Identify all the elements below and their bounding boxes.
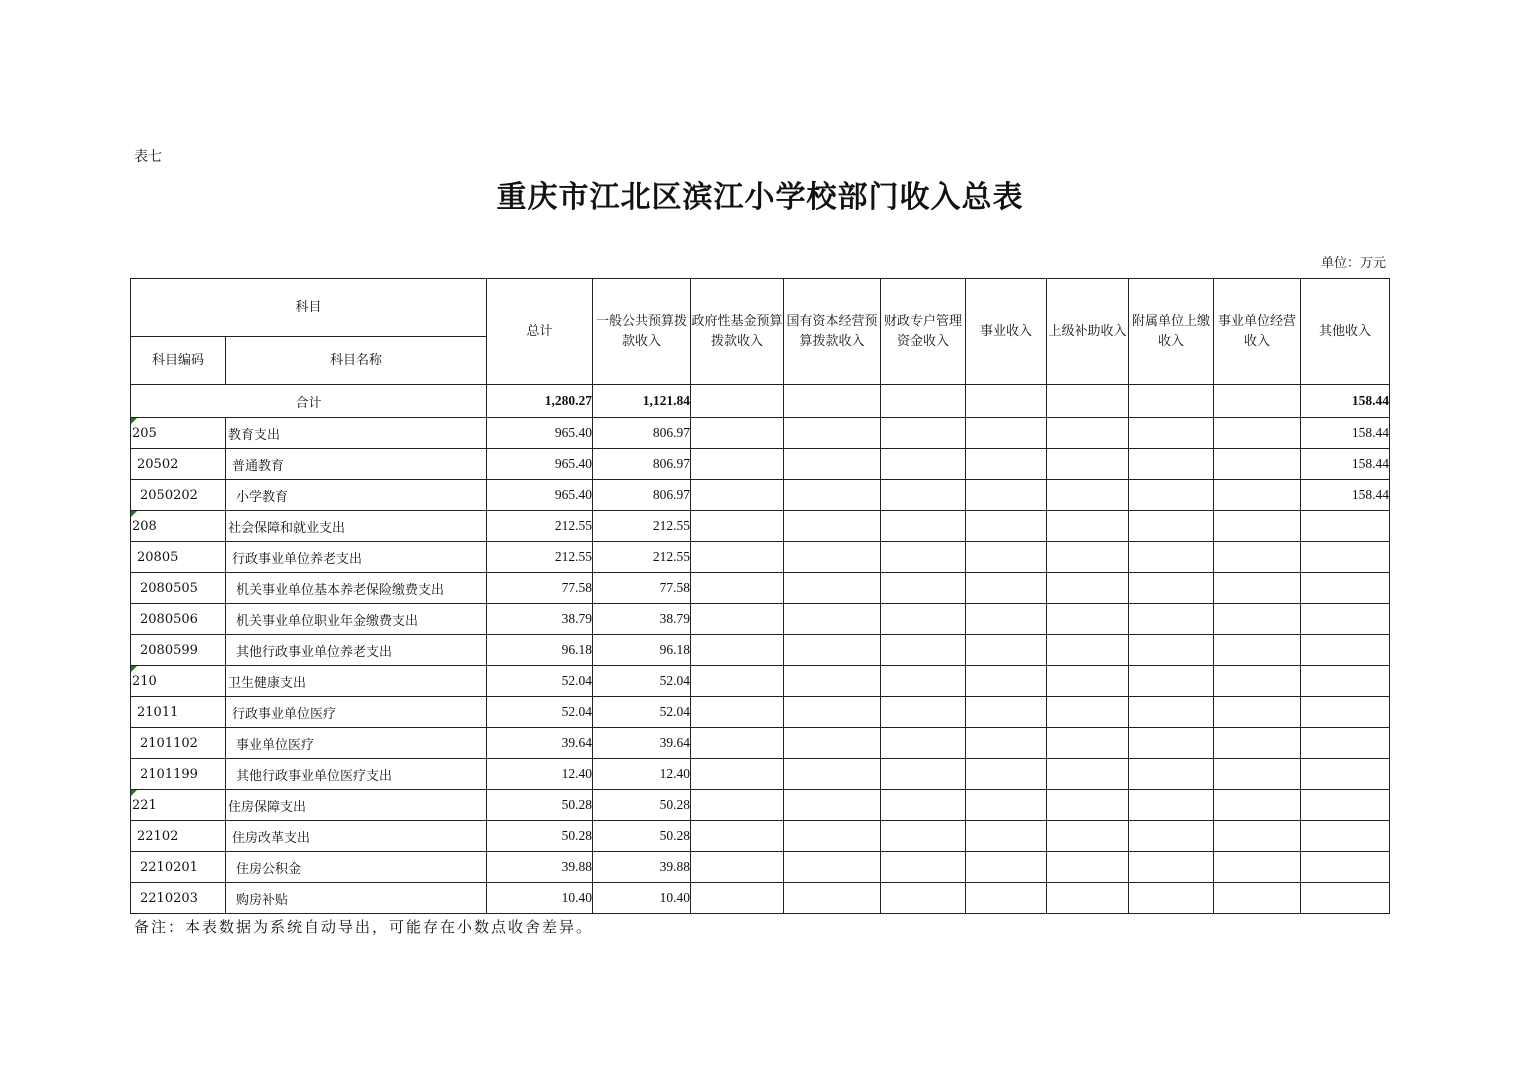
row-other: 158.44: [1301, 418, 1390, 449]
row-gov-fund: [691, 480, 784, 511]
row-affiliate: [1129, 604, 1214, 635]
row-name: 购房补贴: [226, 883, 487, 914]
row-state-capital: [784, 449, 881, 480]
row-total: 12.40: [487, 759, 593, 790]
row-fiscal-special: [881, 852, 966, 883]
row-general-budget: 212.55: [593, 542, 691, 573]
row-operating: [1214, 511, 1301, 542]
row-name: 住房公积金: [226, 852, 487, 883]
row-operating: [1214, 697, 1301, 728]
row-superior-subsidy: [1047, 666, 1129, 697]
row-operating: [1214, 480, 1301, 511]
row-gov-fund: [691, 604, 784, 635]
row-affiliate: [1129, 697, 1214, 728]
row-state-capital: [784, 883, 881, 914]
row-general-budget: 77.58: [593, 573, 691, 604]
row-other: [1301, 883, 1390, 914]
row-total: 39.64: [487, 728, 593, 759]
cell-marker-icon: [131, 511, 137, 517]
row-state-capital: [784, 666, 881, 697]
row-general-budget: 50.28: [593, 790, 691, 821]
row-gov-fund: [691, 418, 784, 449]
header-subject-code: 科目编码: [131, 337, 226, 385]
row-code: 22102: [131, 821, 226, 852]
table-row: [131, 511, 1390, 542]
row-affiliate: [1129, 449, 1214, 480]
row-other: [1301, 573, 1390, 604]
row-fiscal-special: [881, 418, 966, 449]
table-row: [131, 604, 1390, 635]
table-row: [131, 418, 1390, 449]
cell-marker-icon: [131, 790, 137, 796]
row-operating: [1214, 635, 1301, 666]
row-general-budget: 212.55: [593, 511, 691, 542]
row-business: [966, 418, 1047, 449]
row-name: 其他行政事业单位医疗支出: [226, 759, 487, 790]
row-total: 96.18: [487, 635, 593, 666]
row-other: [1301, 511, 1390, 542]
row-total: 50.28: [487, 821, 593, 852]
row-fiscal-special: [881, 635, 966, 666]
row-operating: [1214, 418, 1301, 449]
row-name: 教育支出: [226, 418, 487, 449]
row-code: 2050202: [131, 480, 226, 511]
row-gov-fund: [691, 759, 784, 790]
table-row: [131, 573, 1390, 604]
row-general-budget: 806.97: [593, 418, 691, 449]
row-total: 212.55: [487, 542, 593, 573]
row-other: [1301, 697, 1390, 728]
row-total: 77.58: [487, 573, 593, 604]
row-business: [966, 790, 1047, 821]
row-code: 2101199: [131, 759, 226, 790]
row-total: 52.04: [487, 666, 593, 697]
row-fiscal-special: [881, 697, 966, 728]
row-code: 2101102: [131, 728, 226, 759]
row-general-budget: 96.18: [593, 635, 691, 666]
table-row: [131, 821, 1390, 852]
row-gov-fund: [691, 542, 784, 573]
table-row: [131, 542, 1390, 573]
header-affiliate: 附属单位上缴收入: [1129, 279, 1214, 385]
row-state-capital: [784, 573, 881, 604]
row-fiscal-special: [881, 573, 966, 604]
table-row: [131, 449, 1390, 480]
row-affiliate: [1129, 635, 1214, 666]
row-total: 52.04: [487, 697, 593, 728]
total-gov-fund: [691, 385, 784, 418]
row-operating: [1214, 759, 1301, 790]
row-affiliate: [1129, 573, 1214, 604]
row-operating: [1214, 790, 1301, 821]
row-other: [1301, 790, 1390, 821]
total-operating: [1214, 385, 1301, 418]
row-general-budget: 12.40: [593, 759, 691, 790]
row-gov-fund: [691, 573, 784, 604]
row-gov-fund: [691, 697, 784, 728]
header-gov-fund: 政府性基金预算拨款收入: [691, 279, 784, 385]
row-name: 住房保障支出: [226, 790, 487, 821]
row-name: 卫生健康支出: [226, 666, 487, 697]
row-operating: [1214, 542, 1301, 573]
row-superior-subsidy: [1047, 697, 1129, 728]
row-state-capital: [784, 759, 881, 790]
unit-label: 单位：万元: [1320, 256, 1386, 271]
row-name: 事业单位医疗: [226, 728, 487, 759]
row-affiliate: [1129, 418, 1214, 449]
row-code: [131, 511, 226, 542]
row-business: [966, 666, 1047, 697]
row-total: 965.40: [487, 418, 593, 449]
header-state-capital: 国有资本经营预算拨款收入: [784, 279, 881, 385]
row-operating: [1214, 666, 1301, 697]
row-gov-fund: [691, 666, 784, 697]
row-fiscal-special: [881, 449, 966, 480]
row-fiscal-special: [881, 666, 966, 697]
row-superior-subsidy: [1047, 852, 1129, 883]
total-business: [966, 385, 1047, 418]
row-fiscal-special: [881, 790, 966, 821]
row-affiliate: [1129, 883, 1214, 914]
row-name: 住房改革支出: [226, 821, 487, 852]
row-total: 38.79: [487, 604, 593, 635]
row-name: 普通教育: [226, 449, 487, 480]
row-operating: [1214, 728, 1301, 759]
header-superior-subsidy: 上级补助收入: [1047, 279, 1129, 385]
row-business: [966, 728, 1047, 759]
table-label: 表七: [134, 149, 162, 165]
row-other: [1301, 542, 1390, 573]
row-code-text: 221: [132, 797, 157, 813]
table-row: [131, 852, 1390, 883]
row-other: [1301, 821, 1390, 852]
table-row: [131, 728, 1390, 759]
row-business: [966, 542, 1047, 573]
table-row: [131, 697, 1390, 728]
table-row: [131, 790, 1390, 821]
row-affiliate: [1129, 728, 1214, 759]
row-name: 机关事业单位基本养老保险缴费支出: [226, 573, 487, 604]
row-code: 20805: [131, 542, 226, 573]
row-gov-fund: [691, 852, 784, 883]
row-superior-subsidy: [1047, 418, 1129, 449]
row-affiliate: [1129, 511, 1214, 542]
row-operating: [1214, 821, 1301, 852]
row-other: [1301, 666, 1390, 697]
row-code: [131, 666, 226, 697]
header-business: 事业收入: [966, 279, 1047, 385]
row-fiscal-special: [881, 728, 966, 759]
page-title: 重庆市江北区滨江小学校部门收入总表: [496, 180, 1024, 215]
total-other: 158.44: [1301, 385, 1390, 418]
row-other: [1301, 759, 1390, 790]
row-superior-subsidy: [1047, 821, 1129, 852]
row-name: 其他行政事业单位养老支出: [226, 635, 487, 666]
row-superior-subsidy: [1047, 573, 1129, 604]
row-general-budget: 52.04: [593, 697, 691, 728]
row-gov-fund: [691, 883, 784, 914]
row-gov-fund: [691, 790, 784, 821]
row-superior-subsidy: [1047, 790, 1129, 821]
row-operating: [1214, 883, 1301, 914]
row-business: [966, 511, 1047, 542]
row-affiliate: [1129, 759, 1214, 790]
row-state-capital: [784, 852, 881, 883]
row-state-capital: [784, 635, 881, 666]
income-summary-table: [130, 278, 1390, 914]
row-gov-fund: [691, 511, 784, 542]
row-superior-subsidy: [1047, 480, 1129, 511]
row-general-budget: 50.28: [593, 821, 691, 852]
row-business: [966, 573, 1047, 604]
row-business: [966, 821, 1047, 852]
row-gov-fund: [691, 635, 784, 666]
row-code: [131, 418, 226, 449]
row-other: [1301, 604, 1390, 635]
row-superior-subsidy: [1047, 635, 1129, 666]
header-total: 总计: [487, 279, 593, 385]
row-business: [966, 480, 1047, 511]
row-other: [1301, 728, 1390, 759]
row-state-capital: [784, 697, 881, 728]
row-general-budget: 806.97: [593, 480, 691, 511]
total-fiscal-special: [881, 385, 966, 418]
row-code: 2210201: [131, 852, 226, 883]
row-general-budget: 10.40: [593, 883, 691, 914]
row-business: [966, 635, 1047, 666]
row-fiscal-special: [881, 511, 966, 542]
row-fiscal-special: [881, 480, 966, 511]
row-affiliate: [1129, 790, 1214, 821]
row-code-text: 210: [132, 673, 157, 689]
row-fiscal-special: [881, 821, 966, 852]
header-subject-name: 科目名称: [226, 337, 487, 385]
row-state-capital: [784, 480, 881, 511]
row-superior-subsidy: [1047, 542, 1129, 573]
row-gov-fund: [691, 728, 784, 759]
row-name: 小学教育: [226, 480, 487, 511]
row-other: 158.44: [1301, 449, 1390, 480]
total-row: [131, 385, 1390, 418]
row-fiscal-special: [881, 604, 966, 635]
row-superior-subsidy: [1047, 728, 1129, 759]
row-name: 行政事业单位医疗: [226, 697, 487, 728]
row-superior-subsidy: [1047, 759, 1129, 790]
row-total: 965.40: [487, 449, 593, 480]
row-code: [131, 790, 226, 821]
row-affiliate: [1129, 852, 1214, 883]
row-business: [966, 852, 1047, 883]
row-total: 10.40: [487, 883, 593, 914]
row-gov-fund: [691, 449, 784, 480]
row-state-capital: [784, 821, 881, 852]
row-state-capital: [784, 604, 881, 635]
row-code: 2080506: [131, 604, 226, 635]
total-affiliate: [1129, 385, 1214, 418]
row-affiliate: [1129, 821, 1214, 852]
row-state-capital: [784, 728, 881, 759]
row-code: 2080599: [131, 635, 226, 666]
row-general-budget: 38.79: [593, 604, 691, 635]
table-row: [131, 759, 1390, 790]
row-code: 2080505: [131, 573, 226, 604]
row-other: [1301, 852, 1390, 883]
total-state-capital: [784, 385, 881, 418]
row-general-budget: 806.97: [593, 449, 691, 480]
header-other: 其他收入: [1301, 279, 1390, 385]
row-state-capital: [784, 511, 881, 542]
row-state-capital: [784, 790, 881, 821]
cell-marker-icon: [131, 666, 137, 672]
row-other: 158.44: [1301, 480, 1390, 511]
row-general-budget: 52.04: [593, 666, 691, 697]
row-name: 行政事业单位养老支出: [226, 542, 487, 573]
row-gov-fund: [691, 821, 784, 852]
row-other: [1301, 635, 1390, 666]
header-subject: 科目: [131, 279, 487, 337]
row-total: 965.40: [487, 480, 593, 511]
header-fiscal-special: 财政专户管理资金收入: [881, 279, 966, 385]
row-superior-subsidy: [1047, 604, 1129, 635]
row-affiliate: [1129, 480, 1214, 511]
row-fiscal-special: [881, 542, 966, 573]
row-state-capital: [784, 542, 881, 573]
row-total: 212.55: [487, 511, 593, 542]
total-general-budget: 1,121.84: [593, 385, 691, 418]
row-total: 39.88: [487, 852, 593, 883]
total-total: 1,280.27: [487, 385, 593, 418]
header-general-budget: 一般公共预算拨款收入: [593, 279, 691, 385]
row-operating: [1214, 604, 1301, 635]
row-code: 20502: [131, 449, 226, 480]
row-affiliate: [1129, 542, 1214, 573]
row-name: 社会保障和就业支出: [226, 511, 487, 542]
row-superior-subsidy: [1047, 449, 1129, 480]
row-business: [966, 759, 1047, 790]
row-code-text: 205: [132, 425, 157, 441]
row-state-capital: [784, 418, 881, 449]
row-code-text: 208: [132, 518, 157, 534]
row-total: 50.28: [487, 790, 593, 821]
table-row: [131, 635, 1390, 666]
table-row: [131, 666, 1390, 697]
row-operating: [1214, 852, 1301, 883]
footnote: 备注：本表数据为系统自动导出，可能存在小数点收舍差异。: [134, 918, 594, 936]
row-fiscal-special: [881, 883, 966, 914]
row-code: 21011: [131, 697, 226, 728]
total-superior-subsidy: [1047, 385, 1129, 418]
row-general-budget: 39.64: [593, 728, 691, 759]
table-row: [131, 883, 1390, 914]
row-business: [966, 697, 1047, 728]
total-label: 合计: [131, 385, 487, 418]
cell-marker-icon: [131, 418, 137, 424]
row-name: 机关事业单位职业年金缴费支出: [226, 604, 487, 635]
row-fiscal-special: [881, 759, 966, 790]
row-operating: [1214, 449, 1301, 480]
row-superior-subsidy: [1047, 883, 1129, 914]
row-code: 2210203: [131, 883, 226, 914]
row-business: [966, 449, 1047, 480]
row-business: [966, 604, 1047, 635]
row-affiliate: [1129, 666, 1214, 697]
row-operating: [1214, 573, 1301, 604]
row-general-budget: 39.88: [593, 852, 691, 883]
row-superior-subsidy: [1047, 511, 1129, 542]
header-operating: 事业单位经营收入: [1214, 279, 1301, 385]
row-business: [966, 883, 1047, 914]
table-row: [131, 480, 1390, 511]
